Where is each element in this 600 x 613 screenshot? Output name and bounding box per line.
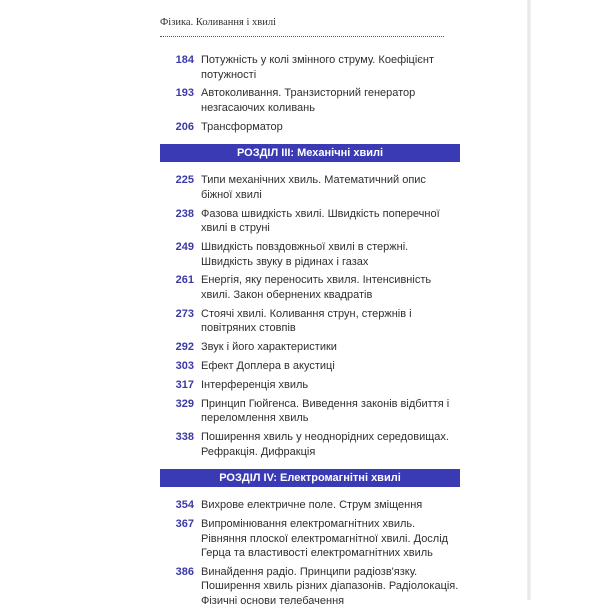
page-edge-shadow <box>527 0 531 600</box>
toc-page-number: 238 <box>175 207 194 220</box>
section-header-mechanical-waves[interactable]: РОЗДІЛ III: Механічні хвилі <box>160 144 460 162</box>
toc-entry-title: Звук і його характеристики <box>201 341 337 354</box>
header-dotted-rule <box>160 36 444 37</box>
toc-entry[interactable] <box>160 86 460 115</box>
toc-entry-title: Ефект Доплера в акустиці <box>201 360 335 372</box>
toc-entry[interactable] <box>160 53 460 82</box>
toc-entry-title: Вихрове електричне поле. Струм зміщення <box>201 499 423 512</box>
toc-entry-title: Стоячі хвилі. Коливання струн, стержнів і повітряних стовпів <box>201 307 412 335</box>
toc-entry[interactable] <box>160 430 460 459</box>
toc-page-number: 193 <box>175 87 194 100</box>
toc-page-number: 317 <box>175 378 194 391</box>
toc-entry-title: Автоколивання. Транзисторний генератор незгасаючих коливань <box>201 87 416 114</box>
toc-page-number: 303 <box>175 360 194 372</box>
toc-page-number: 338 <box>175 430 194 443</box>
toc-entry[interactable] <box>160 173 460 202</box>
toc-entry-title: Енергія, яку переносить хвиля. Інтенсивність хвилі. Закон обернених квадратів <box>201 274 432 302</box>
toc-page-number: 386 <box>175 565 194 578</box>
toc-entry-title: Швидкість повздовжньої хвилі в стержні. Швидкість звуку в рідинах і газах <box>201 241 409 268</box>
toc-entry-title: Інтерференція хвиль <box>201 378 309 391</box>
toc-page-number: 249 <box>175 241 194 254</box>
toc-page-number: 261 <box>175 274 194 287</box>
toc-entry[interactable] <box>160 273 460 302</box>
toc-entry[interactable] <box>160 340 460 355</box>
toc-entry-title: Фазова швидкість хвилі. Швидкість поперечної хвилі в струні <box>201 207 440 235</box>
toc-page-number: 329 <box>175 397 194 410</box>
toc-entry[interactable] <box>160 378 460 393</box>
toc-page-number: 292 <box>175 341 194 354</box>
toc-entry-title: Винайдення радіо. Принципи радіозв'язку. Поширення хвиль різних діапазонів. Радіолокація. Фізичні основи телебачення <box>201 565 459 608</box>
toc-entry[interactable] <box>160 517 460 561</box>
toc-page-number: 367 <box>175 517 194 530</box>
toc-page-number: 354 <box>175 499 194 512</box>
toc-page-number: 273 <box>175 307 194 320</box>
toc-entry-title: Випромінювання електромагнітних хвиль. Рівняння плоскої електромагнітної хвилі. Дослід Герца та властивості електромагнітних хвиль <box>201 517 449 560</box>
toc-entry[interactable] <box>160 359 460 374</box>
toc-entry[interactable] <box>160 307 460 336</box>
toc-entry-title: Принцип Гюйгенса. Виведення законів відбиття і переломлення хвиль <box>201 397 450 425</box>
toc-entry[interactable] <box>160 397 460 426</box>
toc-entry-title: Потужність у колі змінного струму. Коефіцієнт потужності <box>201 54 435 81</box>
table-of-contents <box>160 53 460 613</box>
toc-entry[interactable] <box>160 207 460 236</box>
toc-entry[interactable] <box>160 120 460 135</box>
toc-page-number: 206 <box>175 120 194 133</box>
toc-entry[interactable] <box>160 498 460 513</box>
toc-entry-title: Трансформатор <box>201 120 283 133</box>
toc-entry[interactable] <box>160 565 460 609</box>
section-header-electromagnetic-waves[interactable]: РОЗДІЛ IV: Електромагнітні хвилі <box>160 469 460 487</box>
toc-entry-title: Поширення хвиль у неоднорідних середовищах. Рефракція. Дифракція <box>201 430 449 458</box>
toc-entry[interactable] <box>160 240 460 269</box>
toc-page-number: 225 <box>175 174 194 187</box>
toc-page-number: 184 <box>175 54 194 66</box>
running-head: Фізика. Коливання і хвилі <box>160 17 276 28</box>
toc-entry-title: Типи механічних хвиль. Математичний опис біжної хвилі <box>201 174 426 201</box>
